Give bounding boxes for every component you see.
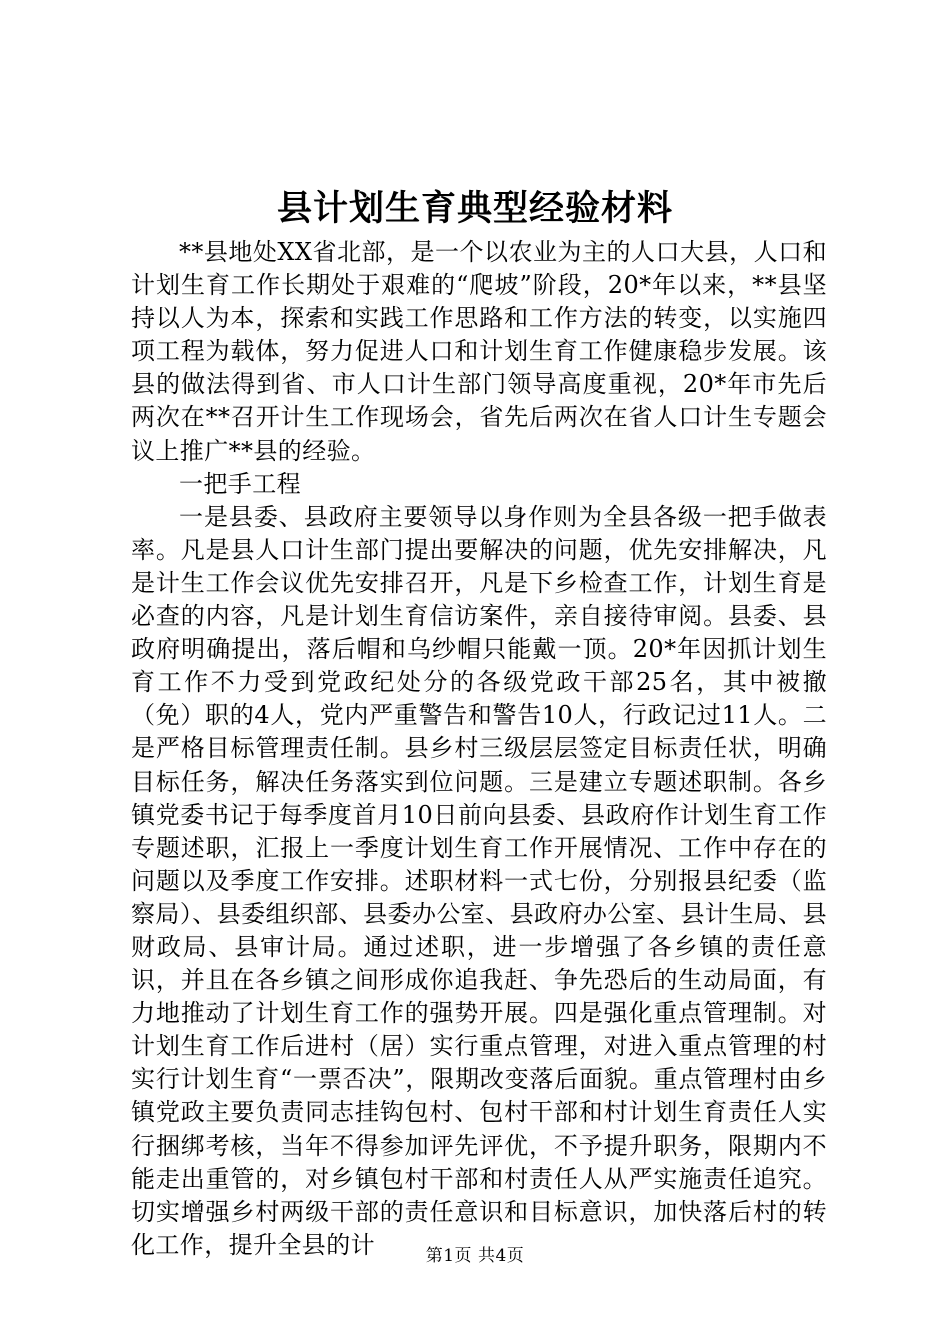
- document-title: 县计划生育典型经验材料: [276, 188, 673, 229]
- page-number-footer: 第1页 共4页: [425, 1246, 525, 1266]
- body-paragraph: 一是县委、县政府主要领导以身作则为全县各级一把手做表率。凡是县人口计生部门提出要解决的问题，优先安排解决，凡是计生工作会议优先安排召开，凡是下乡检查工作，计划生育是必查的内容，凡是计划生育信访案件，亲自接待审阅。县委、县政府明确提出，落后帽和乌纱帽只能戴一顶。20*年因抓计划生育工作不力受到党政纪处分的各级党政干部25名，其中被撤（免）职的4人，党内严重警告和警告10人，行政记过11人。二是严格目标管理责任制。县乡村三级层层签定目标责任状，明确目标任务，解决任务落实到位问题。三是建立专题述职制。各乡镇党委书记于每季度首月10日前向县委、县政府作计划生育工作专题述职，汇报上一季度计划生育工作开展情况、工作中存在的问题以及季度工作安排。述职材料一式七份，分别报县纪委（监察局）、县委组织部、县委办公室、县政府办公室、县计生局、县财政局、县审计局。通过述职，进一步增强了各乡镇的责任意识，并且在各乡镇之间形成你追我赶、争先恐后的生动局面，有力地推动了计划生育工作的强势开展。四是强化重点管理制。对计划生育工作后进村（居）实行重点管理，对进入重点管理的村实行计划生育“一票否决”，限期改变落后面貌。重点管理村由乡镇党政主要负责同志挂钩包村、包村干部和村计划生育责任人实行捆绑考核，当年不得参加评先评优，不予提升职务，限期内不能走出重管的，对乡镇包村干部和村责任人从严实施责任追究。切实增强乡村两级干部的责任意识和目标意识，加快落后村的转化工作，提升全县的计: [131, 502, 827, 1259]
- section-heading: 一把手工程: [179, 469, 301, 498]
- document-body: [131, 236, 827, 1262]
- intro-paragraph: **县地处XX省北部，是一个以农业为主的人口大县，人口和计划生育工作长期处于艰难的“爬坡”阶段，20*年以来，**县坚持以人为本，探索和实践工作思路和工作方法的转变，以实施四项工程为载体，努力促进人口和计划生育工作健康稳步发展。该县的做法得到省、市人口计生部门领导高度重视，20*年市先后两次在**召开计生工作现场会，省先后两次在省人口计生专题会议上推广**县的经验。: [131, 238, 827, 465]
